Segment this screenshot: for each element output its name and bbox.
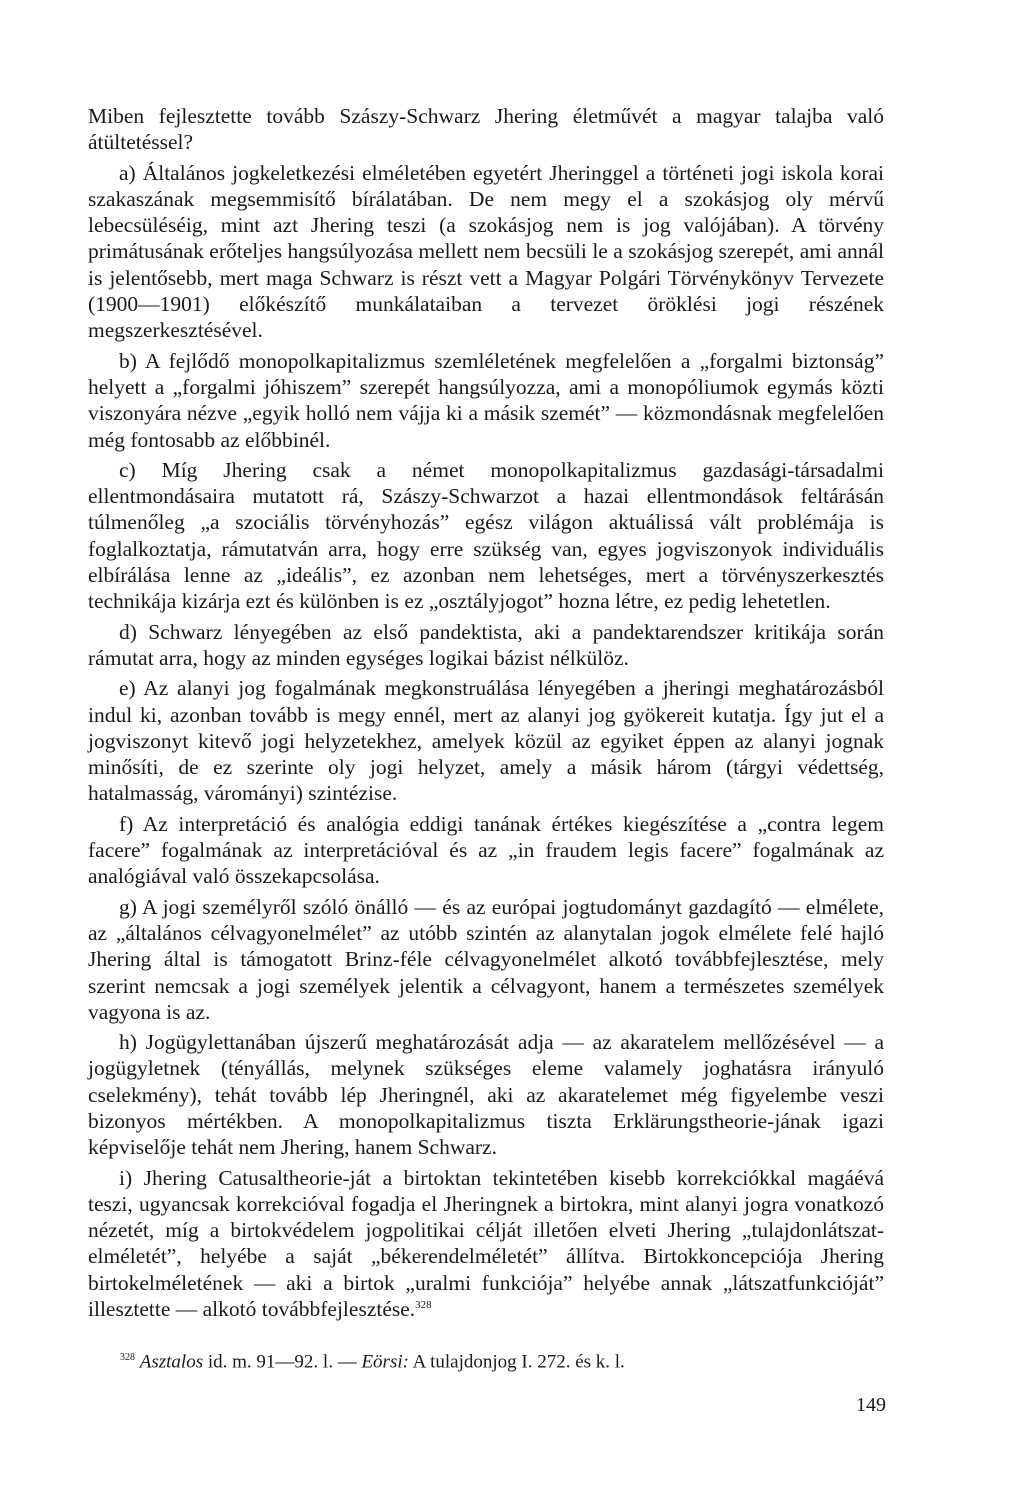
intro-question: Miben fejlesztette tovább Szászy-Schwarz Jhering életművét a magyar talajba való átültetéssel? [88,104,884,155]
item-e: e) Az alanyi jog fogalmának megkonstruálása lényegében a jheringi meghatározásból indul ki, azonban tovább is megy ennél, mert az alanyi jog gyökereit kutatja. Így jut el a jogviszonyt kitevő jogi helyzetekhez, amelyek közül az egyiket éppen az alanyi jognak minősíti, de ez szerinte oly jogi helyzet, amely a másik három (tárgyi védettség, hatalmasság, várományi) szintézise. [88,676,884,806]
item-a: a) Általános jogkeletkezési elméletében egyetért Jheringgel a történeti jogi iskola korai szakaszának megsemmisítő bírálatában. De nem megy el a szokásjog oly mérvű lebecsüléséig, mint azt Jhering teszi (a szokásjog nem is jog valójában). A törvény primátusának erőteljes hangsúlyozása mellett nem becsüli le a szokásjog szerepét, ami annál is jelentősebb, mert maga Schwarz is részt vett a Magyar Polgári Törvénykönyv Tervezete (1900—1901) előkészítő munkálataiban a tervezet öröklési jogi részének megszerkesztésével. [88,160,884,343]
footnote [120,1346,880,1374]
footnote-number: 328 [120,1352,135,1363]
page-number: 149 [856,1394,886,1416]
item-i-text: i) Jhering Catusaltheorie-ját a birtoktan tekintetében kisebb korrekciókkal magáévá teszi, ugyancsak korrekcióval fogadja el Jheringnek a birtokra, mint alanyi jogra vonatkozó nézetét, míg a birtokvédelem jogpolitikai célját illetően elveti Jhering „tulajdonlátszat-elméletét”, helyébe a saját „békerendelméletét” állítva. Birtokkoncepciója Jhering birtokelméletének — aki a birtok „uralmi funkciója” helyébe annak „látszatfunkcióját” illesztette — alkotó továbbfejlesztése. [88,1165,884,1322]
item-d: d) Schwarz lényegében az első pandektista, aki a pandektarendszer kritikája során rámutat arra, hogy az minden egységes logikai bázist nélkülöz. [88,619,884,670]
item-c: c) Míg Jhering csak a német monopolkapitalizmus gazdasági-társadalmi ellentmondásaira mutatott rá, Szászy-Schwarzot a hazai ellentmondások feltárásán túlmenőleg „a szociális törvényhozás” egész világon aktuálissá vált problémája is foglalkoztatja, rámutatván arra, hogy erre szükség van, egyes jogviszonyok individuális elbírálása lenne az „ideális”, ez azonban nem lehetséges, mert a törvényszerkesztés technikája kizárja ezt és különben is ez „osztályjogot” hozna létre, ez pedig lehetetlen. [88,457,884,614]
item-h: h) Jogügylettanában újszerű meghatározását adja — az akaratelem mellőzésével — a jogügyletnek (tényállás, melynek szükséges eleme valamely joghatásra irányuló cselekmény), tehát tovább lép Jheringnél, aki az akaratelemet még figyelembe veszi bizonyos mértékben. A monopolkapitalizmus tiszta Erklärungstheorie-jának igazi képviselője tehát nem Jhering, hanem Schwarz. [88,1030,884,1160]
footnote-author-2: Eörsi: [361,1351,409,1373]
body-text [88,103,884,1326]
footnote-text-2: A tulajdonjog I. 272. és k. l. [408,1351,625,1373]
item-g: g) A jogi személyről szóló önálló — és az európai jogtudományt gazdagító — elmélete, az „általános célvagyonelmélet” az utóbb szintén az alanytalan jogok elmélete felé hajló Jhering által is támogatott Brinz-féle célvagyonelmélet alkotó továbbfejlesztése, mely szerint nemcsak a jogi személyek jelentik a célvagyont, hanem a természetes személyek vagyona is az. [88,894,884,1024]
item-b: b) A fejlődő monopolkapitalizmus szemléletének megfelelően a „forgalmi biztonság” helyett a „forgalmi jóhiszem” szerepét hangsúlyozza, ami a monopóliumok egymás közti viszonyára nézve „egyik holló nem vájja ki a másik szemét” — közmondásnak megfelelően még fontosabb az előbbinél. [88,348,884,452]
footnote-reference[interactable]: 328 [415,1298,432,1311]
item-i [88,1165,884,1323]
item-f: f) Az interpretáció és analógia eddigi tanának értékes kiegészítése a „contra legem facere” fogalmának az interpretációval és az „in fraudem legis facere” fogalmának az analógiával való összekapcsolása. [88,811,884,889]
footnote-author-1: Asztalos [139,1351,204,1373]
footnote-text-1: id. m. 91—92. l. — [203,1351,362,1373]
